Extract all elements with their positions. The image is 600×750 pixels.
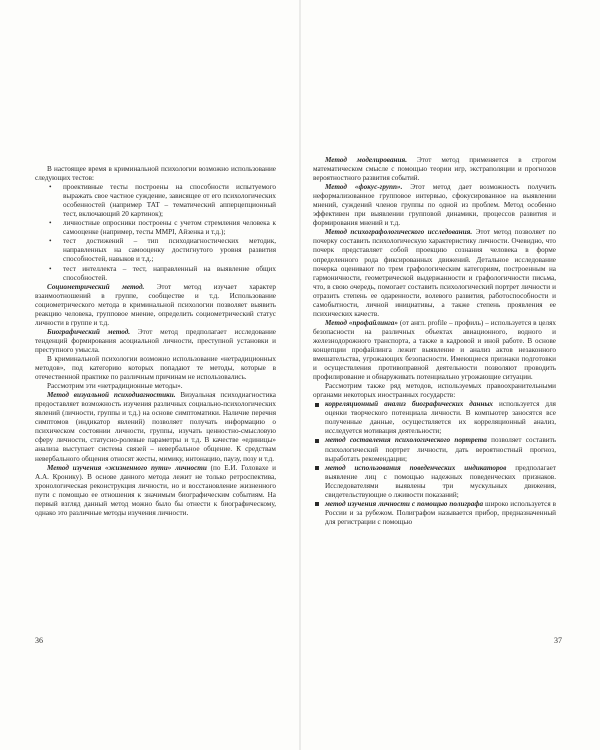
list-item: метод составления психологического портрета позволяет составить психологический портрет личности, дать вероятностный прогноз, выработать рекомендации; — [313, 436, 556, 463]
list-item: • тест достижений – тип психодиагностических методик, направленных на самооценку достигнутого уровня развития способностей, навыков и т.д.; — [49, 237, 276, 264]
bullet-dot-icon: • — [49, 183, 52, 192]
list-item: • тест интеллекта – тест, направленный на выявление общих способностей. — [49, 264, 276, 282]
sociometric-heading: Социометрический метод. — [47, 282, 145, 291]
bullet-dot-icon: • — [49, 264, 52, 273]
life-path-paragraph: Метод изучения «жизненного пути» личности (по Е.И. Головахе и А.А. Кронику). В основе данного метода лежит не только ретроспектива, хронологическая реконструкция личности, но и восстановление жизненного пути с помощью ее отношения к значимым биографическим событиям. На первый взгляд данный метод можно было бы отнести к биографическому, однако это различные методы изучения личности. — [35, 463, 276, 517]
foreign-methods-list — [313, 400, 556, 527]
list-item: корреляционный анализ биографических данных используется для оценки творческого потенциала личности. В компьютер заносятся все полученные данные, осуществляется их корреляционный анализ, исследуется мотивация деятельности; — [313, 400, 556, 436]
nontraditional-lead: Рассмотрим эти «нетрадиционные методы». — [47, 382, 183, 391]
left-page-text — [35, 165, 276, 518]
graphology-heading: Метод психографологического исследования. — [325, 228, 473, 237]
modeling-heading: Метод моделирования. — [325, 156, 408, 164]
focus-group-paragraph: Метод «фокус-групп». Этот метод дает возможность получить неформализованное групповое интервью, сфокусированное на выявлении мнений, суждений членов группы по одной из проблем. Метод особенно эффективен при выявлении групповой динамики, процессов развития и формирования мнений и т.д. — [313, 183, 556, 228]
graphology-paragraph: Метод психографологического исследования. Этот метод позволяет по почерку составить психологическую характеристику личности. Очевидно, что почерк представляет собой проекцию сознания человека в форме определенного рода фиксированных движений. Детальное исследование почерка оценивают по трем графологическим категориям, построенным на гармоничности, геометрической выдержанности и графологичности письма, что, в свою очередь, помогает составить психологический портрет личности и отразить степень ее одаренности, волевого развития, работоспособности и самобытности, личной инициативы, а также степень проявления ее психических качеств. — [313, 228, 557, 318]
bullet-square-icon — [315, 403, 319, 407]
visual-paragraph: Метод визуальной психодиагностики. Визуальная психодиагностика предоставляет возможность изучения различных социально-психологических явлений (личности, группы и т.д.) на основе симптоматики. Наличие перечня симптомов (индикатор явлений) позволяет получать информацию о психическом состоянии личности, группы, изучать ценностно-смысловую сферу личности, статусно-ролевые параметры и т.д. В качестве «единицы» анализа выступает система связей – невербальное общение. К средствам невербального общения относят жесты, мимику, интонацию, паузу, позу и т.д. — [35, 391, 276, 463]
foreign-methods-intro: Рассмотрим также ряд методов, используемых правоохранительными органами некоторых иностранных государств: — [313, 382, 556, 400]
list-item: метод использования поведенческих индикаторов предполагает выявление лиц с помощью надежных поведенческих признаков. Исследователями выявлены три мускульных движения, свидетельствующие о лживости показаний; — [313, 464, 556, 500]
page-number-left: 36 — [35, 636, 43, 645]
modeling-paragraph: Метод моделирования. Этот метод применяется в строгом математическом смысле с помощью теории игр, экстраполяции и прогнозов вероятностного развития событий. — [313, 156, 556, 183]
list-item: • проективные тесты построены на способности испытуемого выражать свое частное суждение, зависящее от его психологических особенностей (например ТАТ – тематический апперцепционный тест, включающий 20 картинок); — [49, 183, 276, 219]
biographic-paragraph: Биографический метод. Этот метод предполагает исследование тенденций формирования асоциальной личности, преступной установки и преступного умысла. — [35, 327, 276, 354]
profiling-paragraph: Метод «профайлинга» (от англ. profile – профиль) – используется в целях безопасности на различных объектах авиационного, водного и железнодорожного транспорта, а также в кадровой и иной работе. В основе концепции профайлинга лежит выявление и анализ актов незаконного вмешательства, угрожающих безопасности. Имеющиеся признаки подготовки и осуществления противоправной деятельности позволяют проводить профилирование и обнаруживать потенциально угрожающие ситуации. — [313, 318, 556, 382]
life-path-heading: Метод изучения «жизненного пути» личности — [47, 463, 207, 472]
visual-heading: Метод визуальной психодиагностики. — [47, 391, 176, 400]
bullet-dot-icon: • — [49, 237, 52, 246]
bullet-square-icon — [315, 502, 319, 506]
right-page-text — [313, 156, 556, 527]
bullet-square-icon — [315, 439, 319, 443]
profiling-heading: Метод «профайлинга» — [325, 318, 398, 327]
biographic-heading: Биографический метод. — [47, 327, 131, 336]
bullet-dot-icon: • — [49, 219, 52, 228]
list-item: • личностные опросники построены с учетом стремления человека к самооценке (например, тесты MMPI, Айзенка и т.д.); — [49, 219, 276, 237]
right-page — [300, 0, 600, 750]
tests-list — [35, 183, 276, 283]
sociometric-paragraph: Социометрический метод. Этот метод изучает характер взаимоотношений в группе, сообществе и т.д. Использование социометрического метода в криминальной психологии позволяет выявить реакцию человека, групповое мнение, определить социометрический статус личности в группе и т.д. — [35, 282, 276, 327]
tests-intro: В настоящее время в криминальной психологии возможно использование следующих тестов: — [35, 165, 276, 183]
page-number-right: 37 — [554, 636, 562, 645]
bullet-square-icon — [315, 466, 319, 470]
focus-group-heading: Метод «фокус-групп». — [325, 183, 403, 192]
nontraditional-paragraph: В криминальной психологии возможно использование «нетрадиционных методов», под категорию которых попадают те методы, которые в отечественной практике по различным причинам не использовались. — [35, 354, 276, 382]
list-item: метод изучения личности с помощью полиграфа широко используется в России и за рубежом. Полиграфом называется прибор, предназначенный для регистрации с помощью — [313, 500, 556, 527]
